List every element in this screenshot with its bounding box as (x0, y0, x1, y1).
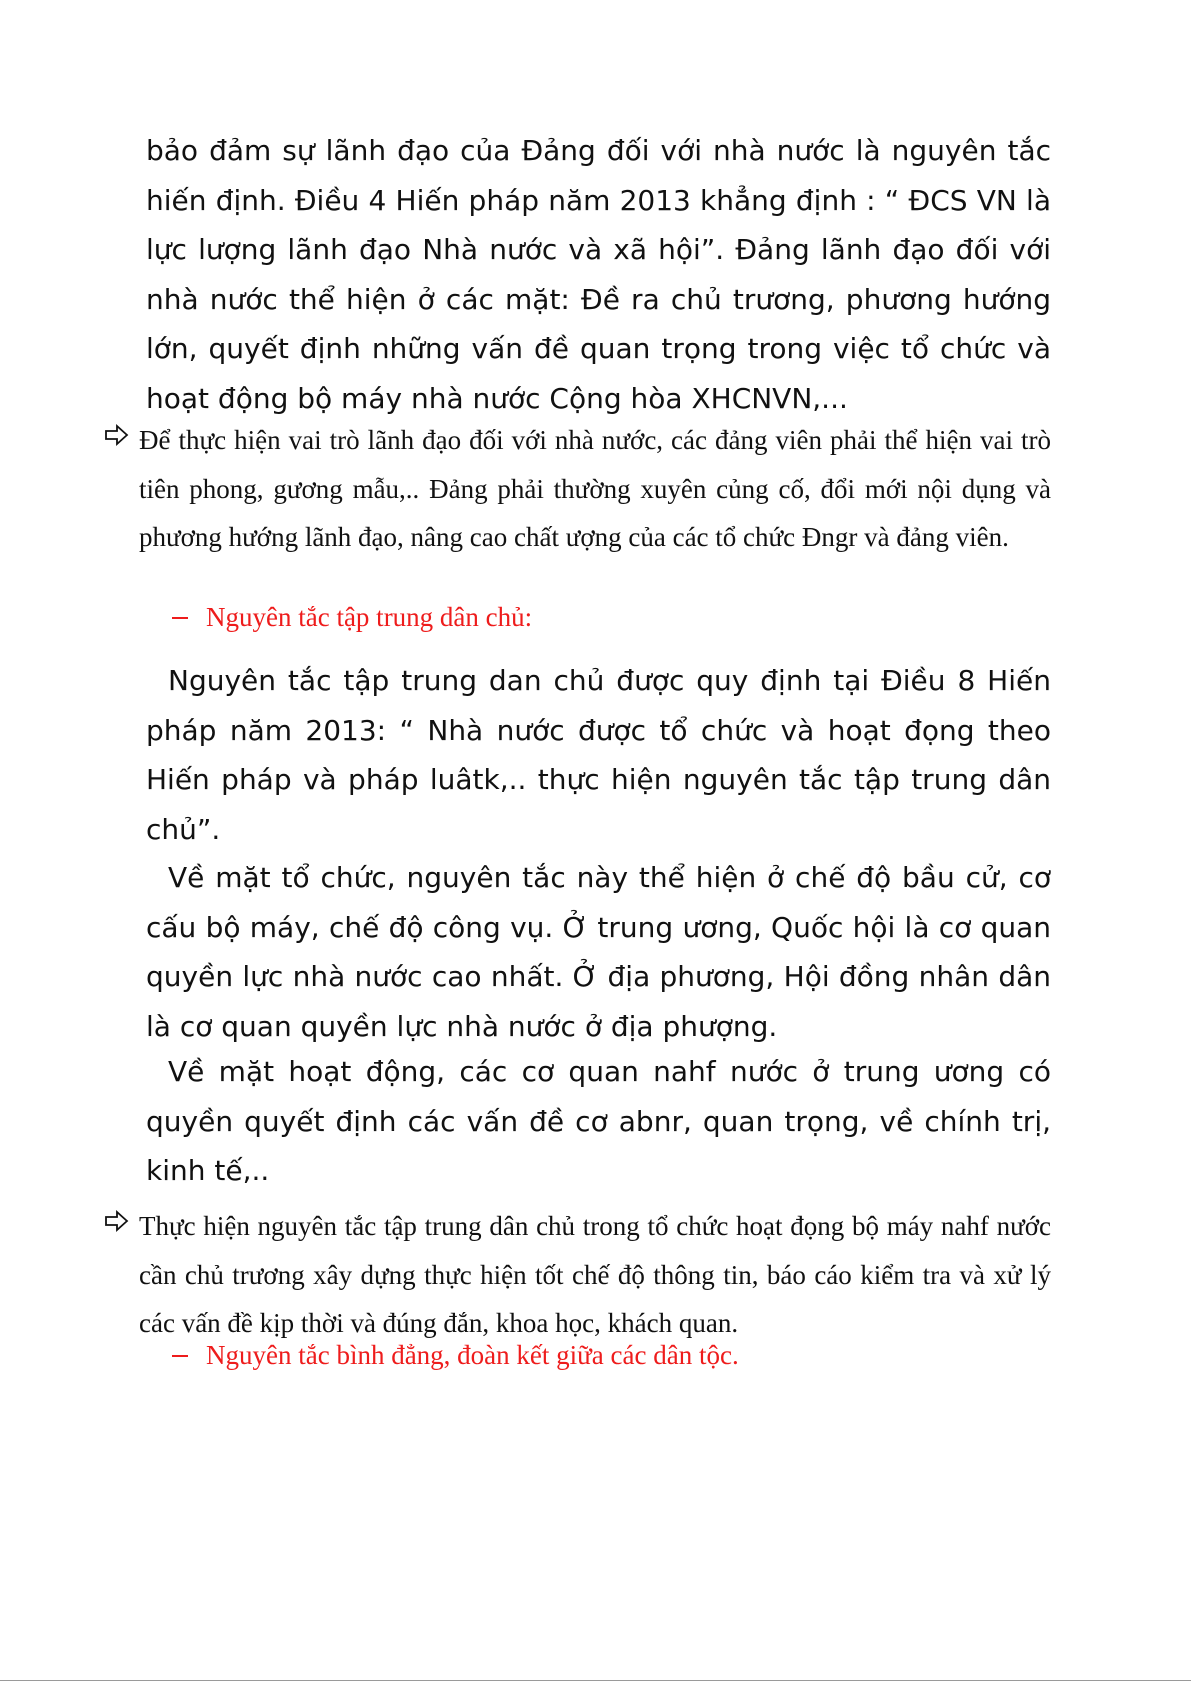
paragraph-democratic-centralism: Nguyên tắc tập trung dan chủ được quy định tại Điều 8 Hiến pháp năm 2013: “ Nhà nước được tổ chức và hoạt đọng theo Hiến pháp và pháp luâtk,.. thực hiện nguyên tắc tập trung dân chủ”. (146, 664, 1051, 846)
paragraph-organization: Về mặt tổ chức, nguyên tắc này thể hiện ở chế độ bầu cử, cơ cấu bộ máy, chế độ công vụ. Ở trung ương, Quốc hội là cơ quan quyền lực nhà nước cao nhất. Ở địa phương, Hội đồng nhân dân là cơ quan quyền lực nhà nước ở địa phượng. (146, 861, 1051, 1043)
arrow-list-item (104, 416, 1051, 562)
section-heading-text: Nguyên tắc tập trung dân chủ: (206, 602, 533, 632)
right-arrow-outline-icon (104, 1209, 130, 1233)
section-heading (172, 597, 972, 637)
arrow-list-item (104, 1202, 1051, 1348)
right-arrow-outline-icon (104, 423, 130, 447)
page-bottom-divider (0, 1680, 1191, 1681)
arrow-list-item-text: Thực hiện nguyên tắc tập trung dân chủ trong tổ chức hoạt đọng bộ máy nahf nước cần chủ trương xây dựng thực hiện tốt chế độ thông tin, báo cáo kiểm tra và xử lý các vấn đề kịp thời và đúng đắn, khoa học, khách quan. (139, 1211, 1051, 1338)
dash-icon (172, 617, 188, 619)
section-heading-text: Nguyên tắc bình đẳng, đoàn kết giữa các dân tộc. (206, 1340, 739, 1370)
paragraph-leadership-principle: bảo đảm sự lãnh đạo của Đảng đối với nhà nước là nguyên tắc hiến định. Điều 4 Hiến pháp năm 2013 khẳng định : “ ĐCS VN là lực lượng lãnh đạo Nhà nước và xã hội”. Đảng lãnh đạo đối với nhà nước thể hiện ở các mặt: Đề ra chủ trương, phương hướng lớn, quyết định những vấn đề quan trọng trong việc tổ chức và hoạt động bộ máy nhà nước Cộng hòa XHCNVN,... (146, 134, 1051, 415)
section-heading (172, 1335, 972, 1375)
dash-icon (172, 1355, 188, 1357)
paragraph-activity: Về mặt hoạt động, các cơ quan nahf nước ở trung ương có quyền quyết định các vấn đề cơ abnr, quan trọng, về chính trị, kinh tế,.. (146, 1055, 1051, 1187)
arrow-list-item-text: Để thực hiện vai trò lãnh đạo đối với nhà nước, các đảng viên phải thể hiện vai trò tiên phong, gương mẫu,.. Đảng phải thường xuyên củng cố, đổi mới nội dụng và phương hướng lãnh đạo, nâng cao chất ượng của các tổ chức Đngr và đảng viên. (139, 425, 1051, 552)
